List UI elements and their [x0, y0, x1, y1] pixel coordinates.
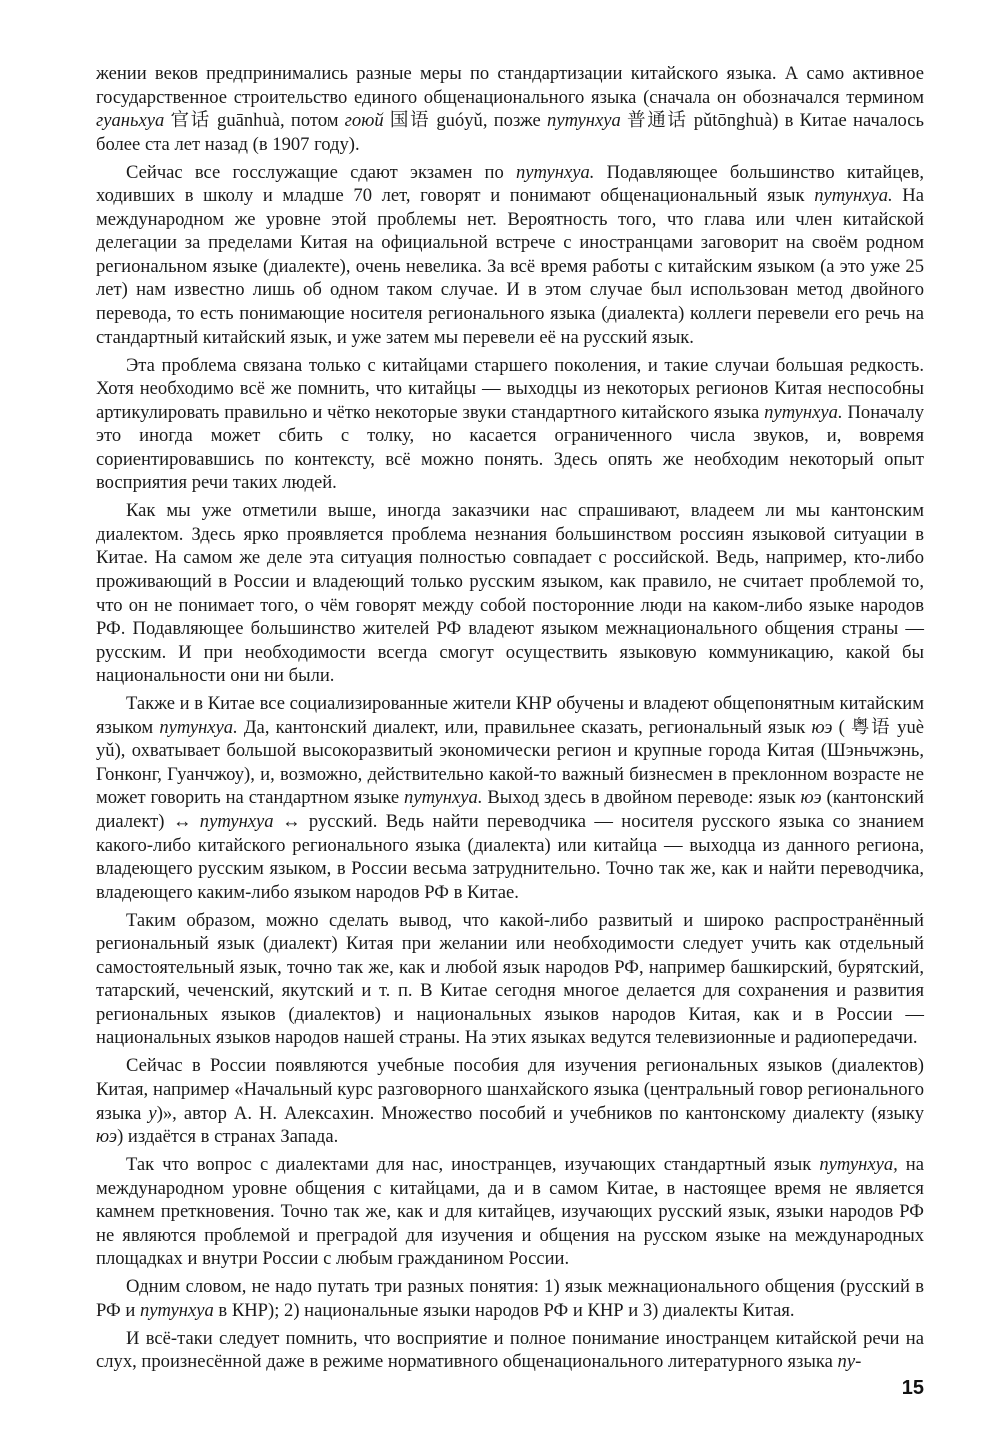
italic-term: у: [148, 1102, 157, 1124]
paragraph-2: Сейчас все госслужащие сдают экзамен по путунхуа. Подавляющее большинство китайцев, ходивших в школу и младше 70 лет, говорят и понимают общенациональный язык путунхуа. На международном же уровне этой проблемы нет. Вероятность того, что глава или член китайской делегации за пределами Китая на официальной встрече с иностранцами заговорит на своём родном региональном языке (диалекте), очень невелика. За всё время работы с китайским языком (а это уже 25 лет) нам известно лишь об одном таком случае. И в этом случае был использован метод двойного перевода, то есть понимающие носителя регионального языка (диалекта) коллеги перевели его речь на стандартный китайский язык, и уже затем мы перевели её на русский язык.: [96, 161, 924, 348]
paragraph-7: Сейчас в России появляются учебные пособия для изучения региональных языков (диалектов) Китая, например «Начальный курс разговорного шанхайского языка (центральный говор регионального языка у)», автор А. Н. Алексахин. Множество пособий и учебников по кантонскому диалекту (языку юэ) издаётся в странах Запада.: [96, 1055, 924, 1148]
paragraph-10: И всё-таки следует помнить, что восприятие и полное понимание иностранцем китайской речи на слух, произнесённой даже в режиме нормативного общенационального литературного языка пу-: [96, 1327, 924, 1373]
italic-term: путунхуа,: [819, 1154, 898, 1176]
paragraph-6: Таким образом, можно сделать вывод, что какой-либо развитый и широко распространённый региональный язык (диалект) Китая при желании или необходимости следует учить как отдельный самостоятельный язык, точно так же, как и любой язык народов РФ, например башкирский, бурятский, татарский, чеченский, якутский и т. п. В Китае сегодня многое делается для сохранения и развития региональных языков (диалектов) и национальных языков народов Китая, как и в России — национальных языков народов нашей страны. На этих языках ведутся телевизионные и радиопередачи.: [96, 909, 924, 1049]
italic-term: юэ: [800, 787, 822, 809]
italic-term: юэ: [96, 1126, 118, 1148]
italic-term: путунхуа: [199, 810, 274, 832]
italic-term: путунхуа: [547, 110, 621, 132]
italic-term: гоюй: [344, 110, 384, 132]
paragraph-8: Так что вопрос с диалектами для нас, иностранцев, изучающих стандартный язык путунхуа, на международном уровне общения с китайцами, да и в самом Китае, в настоящее время не является камнем преткновения. Точно так же, как и для китайцев, изучающих русский язык, языки народов РФ не являются проблемой и преградой для изучения и общения на русском языке на международных площадках и внутри России с любым гражданином России.: [96, 1154, 924, 1270]
italic-term: путунхуа.: [515, 161, 595, 183]
italic-term: путунхуа.: [404, 787, 483, 809]
italic-term: юэ: [811, 716, 833, 738]
paragraph-3: Эта проблема связана только с китайцами старшего поколения, и такие случаи большая редкость. Хотя необходимо всё же помнить, что китайцы — выходцы из некоторых регионов Китая неспособны артикулировать правильно и чётко некоторые звуки стандартного китайского языка путунхуа. Поначалу это иногда может сбить с толку, но касается ограниченного числа звуков, и, вовремя сориентировавшись по контексту, всё можно понять. Здесь опять же необходим некоторый опыт восприятия речи таких людей.: [96, 354, 924, 494]
paragraph-5: Также и в Китае все социализированные жители КНР обучены и владеют общепонятным китайским языком путунхуа. Да, кантонский диалект, или, правильнее сказать, региональный язык юэ ( 粤语 yuè yǔ), охватывает большой высокоразвитый экономически регион и крупные города Китая (Шэньчжэнь, Гонконг, Гуанчжоу), и, возможно, действительно какой-то важный бизнесмен в преклонном возрасте не может говорить на стандартном языке путунхуа. Выход здесь в двойном переводе: язык юэ (кантонский диалект) ↔ путунхуа ↔ русский. Ведь найти переводчика — носителя русского языка со знанием какого-либо китайского регионального языка (диалекта) или китайца — выходца из данного региона, владеющего русским языком, в России весьма затруднительно. Точно так же, как и найти переводчика, владеющего каким-либо языком народов РФ в Китае.: [96, 693, 925, 903]
italic-term: гуаньхуа: [96, 110, 165, 132]
italic-term: путунхуа.: [764, 401, 843, 423]
italic-term: путунхуа: [139, 1299, 214, 1321]
page-number: 15: [901, 1377, 924, 1399]
italic-term: путунхуа.: [159, 716, 238, 738]
paragraph-1: жении веков предпринимались разные меры по стандартизации китайского языка. А само активное государственное строительство единого общенационального языка (сначала он обозначался термином гуаньхуа 官话 guānhuà, потом гоюй 国语 guóyǔ, позже путунхуа 普通话 pǔtōnghuà) в Китае началось более ста лет назад (в 1907 году).: [96, 63, 925, 155]
paragraph-4: Как мы уже отметили выше, иногда заказчики нас спрашивают, владеем ли мы кантонским диалектом. Здесь ярко проявляется проблема незнания большинством россиян языковой ситуации в Китае. На самом же деле эта ситуация полностью совпадает с российской. Ведь, например, кто-либо проживающий в России и владеющий только русским языком, как правило, не считает проблемой то, что он не понимает того, о чём говорят между собой посторонние люди на каком-либо языке народов РФ. Подавляющее большинство жителей РФ владеют языком межнационального общения страны — русским. И при необходимости всегда смогут осуществить языковую коммуникацию, какой бы национальности они ни были.: [96, 500, 924, 687]
italic-term: пу-: [837, 1351, 862, 1373]
paragraph-9: Одним словом, не надо путать три разных понятия: 1) язык межнационального общения (русский в РФ и путунхуа в КНР); 2) национальные языки народов РФ и КНР и 3) диалекты Китая.: [96, 1276, 924, 1321]
italic-term: путунхуа.: [814, 185, 893, 207]
page-body: [96, 62, 924, 1379]
